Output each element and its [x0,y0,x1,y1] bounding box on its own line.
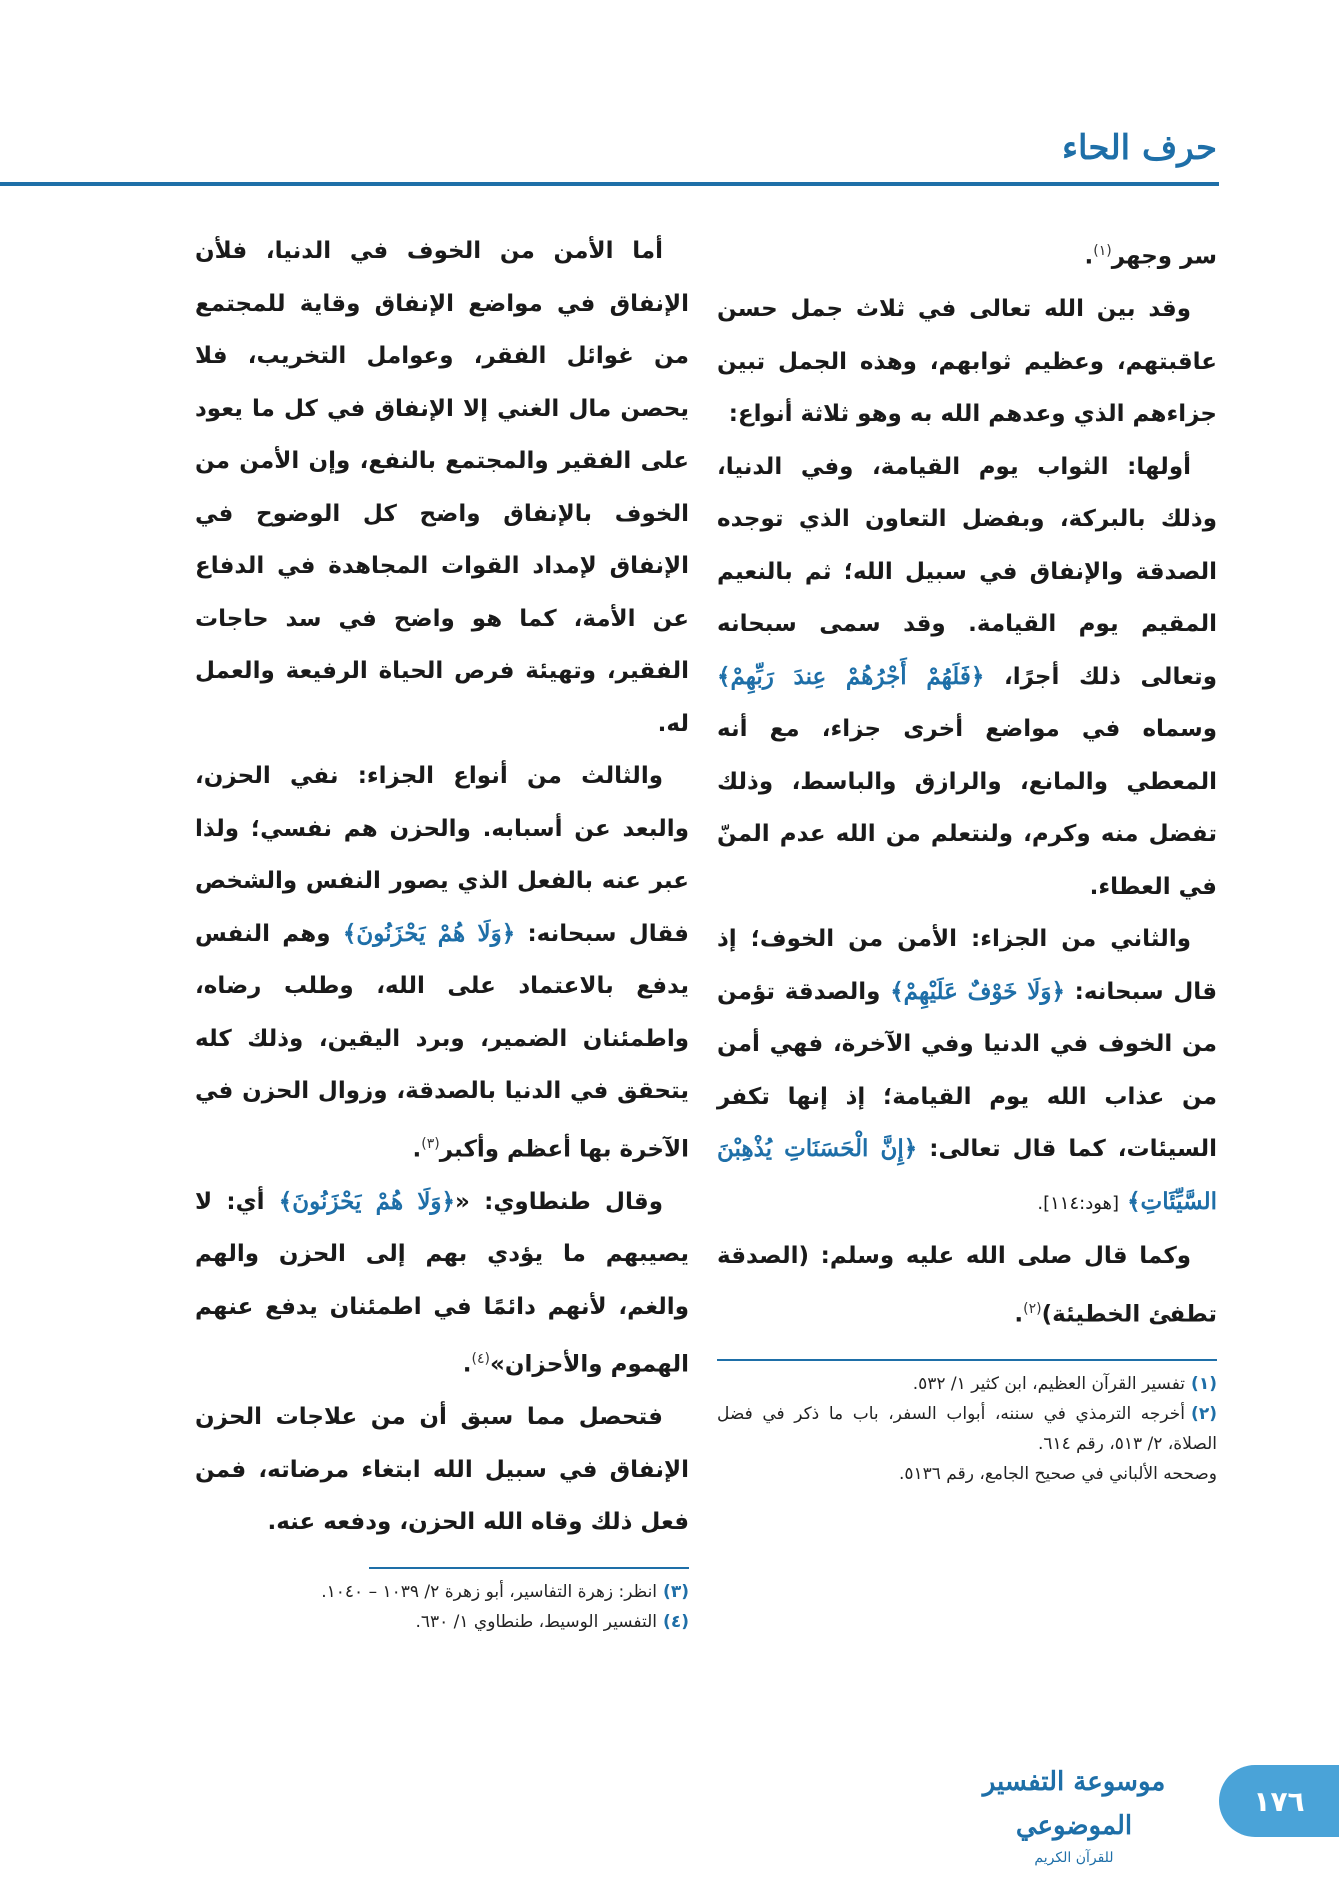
footnote-divider [717,1359,1217,1361]
paragraph-text: وكما قال صلى الله عليه وسلم: (الصدقة تطفئ الخطيئة) [717,1243,1217,1328]
logo-subtitle: للقرآن الكريم [1034,1850,1114,1866]
left-column [195,225,689,1637]
encyclopedia-logo [959,1760,1189,1866]
footnote [717,1399,1217,1459]
right-column [717,225,1217,1489]
footnote-ref[interactable]: (٤) [471,1351,491,1368]
footnote-ref[interactable]: (١) [1093,243,1112,259]
quran-verse: ﴿فَلَهُمْ أَجْرُهُمْ عِندَ رَبِّهِمْ﴾ [717,662,985,690]
header-divider [0,182,1219,186]
paragraph: سر وجهر$^{(١)}$. [1084,243,1217,270]
footnote-text: التفسير الوسيط، طنطاوي ١/ ٦٣٠. [415,1611,658,1632]
paragraph-text: أي: لا يصيبهم ما يؤدي بهم إلى الحزن والهم والغم، لأنهم دائمًا في اطمئنان يدفع عنهم الهموم والأحزان» [195,1188,689,1378]
page-number: ١٧٦ [1219,1765,1339,1837]
quran-verse: ﴿وَلَا خَوْفٌ عَلَيْهِمْ﴾ [890,977,1065,1005]
paragraph: وقد بين الله تعالى في ثلاث جمل حسن عاقبتهم، وعظيم ثوابهم، وهذه الجمل تبين جزاءهم الذي وعدهم الله به وهو ثلاثة أنواع: [717,296,1217,428]
paragraph-text: أولها: الثواب يوم القيامة، وفي الدنيا، وذلك بالبركة، وبفضل التعاون الذي توجده الصدقة والإنفاق في سبيل الله؛ ثم بالنعيم المقيم يوم القيامة. وقد سمى سبحانه وتعالى ذلك أجرًا، [717,453,1217,690]
paragraph [717,913,1217,1230]
paragraph-text: والصدقة تؤمن من الخوف في الدنيا وفي الآخرة، فهي أمن من عذاب الله يوم القيامة؛ إذ إنها تكفر السيئات، كما قال تعالى: [717,978,1217,1163]
paragraph: فتحصل مما سبق أن من علاجات الحزن الإنفاق في سبيل الله ابتغاء مرضاته، فمن فعل ذلك وقاه الله الحزن، ودفعه عنه. [195,1404,689,1536]
paragraph-text: وهم النفس يدفع بالاعتماد على الله، وطلب رضاه، واطمئنان الضمير، وبرد اليقين، وذلك كله يتحقق في الدنيا بالصدقة، وزوال الحزن في الآخرة بها أعظم وأكبر [195,920,689,1163]
paragraph-text: سر وجهر [1111,243,1217,270]
footnote-text: انظر: زهرة التفاسير، أبو زهرة ٢/ ١٠٣٩ – ١٠٤٠. [321,1581,658,1602]
quran-verse: ﴿إِنَّ الْحَسَنَاتِ يُذْهِبْنَ السَّيِّئَاتِ﴾ [717,1135,1217,1215]
footnote-number: (٢) [1191,1403,1217,1424]
footnote [195,1577,689,1607]
paragraph-text: وسماه في مواضع أخرى جزاء، مع أنه المعطي والمانع، والرازق والباسط، وذلك تفضل منه وكرم، ولنتعلم من الله عدم المنّ في العطاء. [717,716,1217,900]
footnote-text: تفسير القرآن العظيم، ابن كثير ١/ ٥٣٢. [912,1373,1186,1394]
footnote-text: أخرجه الترمذي في سننه، أبواب السفر، باب ما ذكر في فضل الصلاة، ٢/ ٥١٣، رقم ٦١٤. [717,1403,1217,1454]
quran-verse: ﴿وَلَا هُمْ يَحْزَنُونَ﴾ [278,1187,456,1215]
chapter-title: حرف الحاء [1062,128,1217,168]
paragraph: والثالث من أنواع الجزاء: نفي الحزن، والبعد عن أسبابه. والحزن هم نفسي؛ ولذا عبر عنه بالفعل الذي يصور النفس والشخص فقال سبحانه: ﴿وَلَا هُمْ يَحْزَنُونَ﴾ وهم النفس يدفع بالاعتماد على الله، وطلب رضاه، واطمئنان الضمير، وبرد اليقين، وذلك كله يتحقق في الدنيا بالصدقة، وزوال الحزن في الآخرة بها أعظم وأكبر$^{(٣)}$. [195,763,689,1163]
paragraph: وكما قال صلى الله عليه وسلم: (الصدقة تطفئ الخطيئة)$^{(٢)}$. [717,1243,1217,1328]
paragraph [717,441,1217,914]
footnote-ref[interactable]: (٣) [421,1135,440,1152]
logo-title: موسوعة التفسير الموضوعي [982,1767,1166,1841]
paragraph: أما الأمن من الخوف في الدنيا، فلأن الإنفاق في مواضع الإنفاق وقاية للمجتمع من غوائل الفقر، وعوامل التخريب، فلا يحصن مال الغني إلا الإنفاق في كل ما يعود على الفقير والمجتمع بالنفع، وإن الأمن من الخوف بالإنفاق واضح كل الوضوح في الإنفاق لإمداد القوات المجاهدة في الدفاع عن الأمة، كما هو واضح في سد حاجات الفقير، وتهيئة فرص الحياة الرفيعة والعمل له. [195,238,689,737]
footnote-number: (٤) [663,1611,689,1632]
paragraph: وقال طنطاوي: «﴿وَلَا هُمْ يَحْزَنُونَ﴾ أي: لا يصيبهم ما يؤدي بهم إلى الحزن والهم والغم، لأنهم دائمًا في اطمئنان يدفع عنهم الهموم والأحزان»$^{(٤)}$. [195,1187,689,1378]
paragraph-text: وقال طنطاوي: « [455,1188,663,1215]
footnote-number: (٣) [663,1581,689,1602]
footnote [717,1369,1217,1399]
footnote-ref[interactable]: (٢) [1023,1300,1042,1317]
footnote-number: (١) [1191,1373,1217,1394]
footnote [195,1607,689,1637]
quran-verse: ﴿وَلَا هُمْ يَحْزَنُونَ﴾ [342,919,516,947]
footnote-continuation: وصححه الألباني في صحيح الجامع، رقم ٥١٣٦. [898,1463,1217,1484]
paragraph-text: والثالث من أنواع الجزاء: نفي الحزن، والبعد عن أسبابه. والحزن هم نفسي؛ ولذا عبر عنه بالفعل الذي يصور النفس والشخص فقال سبحانه: [195,763,689,947]
footnote-divider [369,1567,689,1569]
paragraph-text: والثاني من الجزاء: الأمن من الخوف؛ إذ قال سبحانه: [717,926,1218,1005]
verse-reference: [هود:١١٤]. [1037,1192,1120,1214]
